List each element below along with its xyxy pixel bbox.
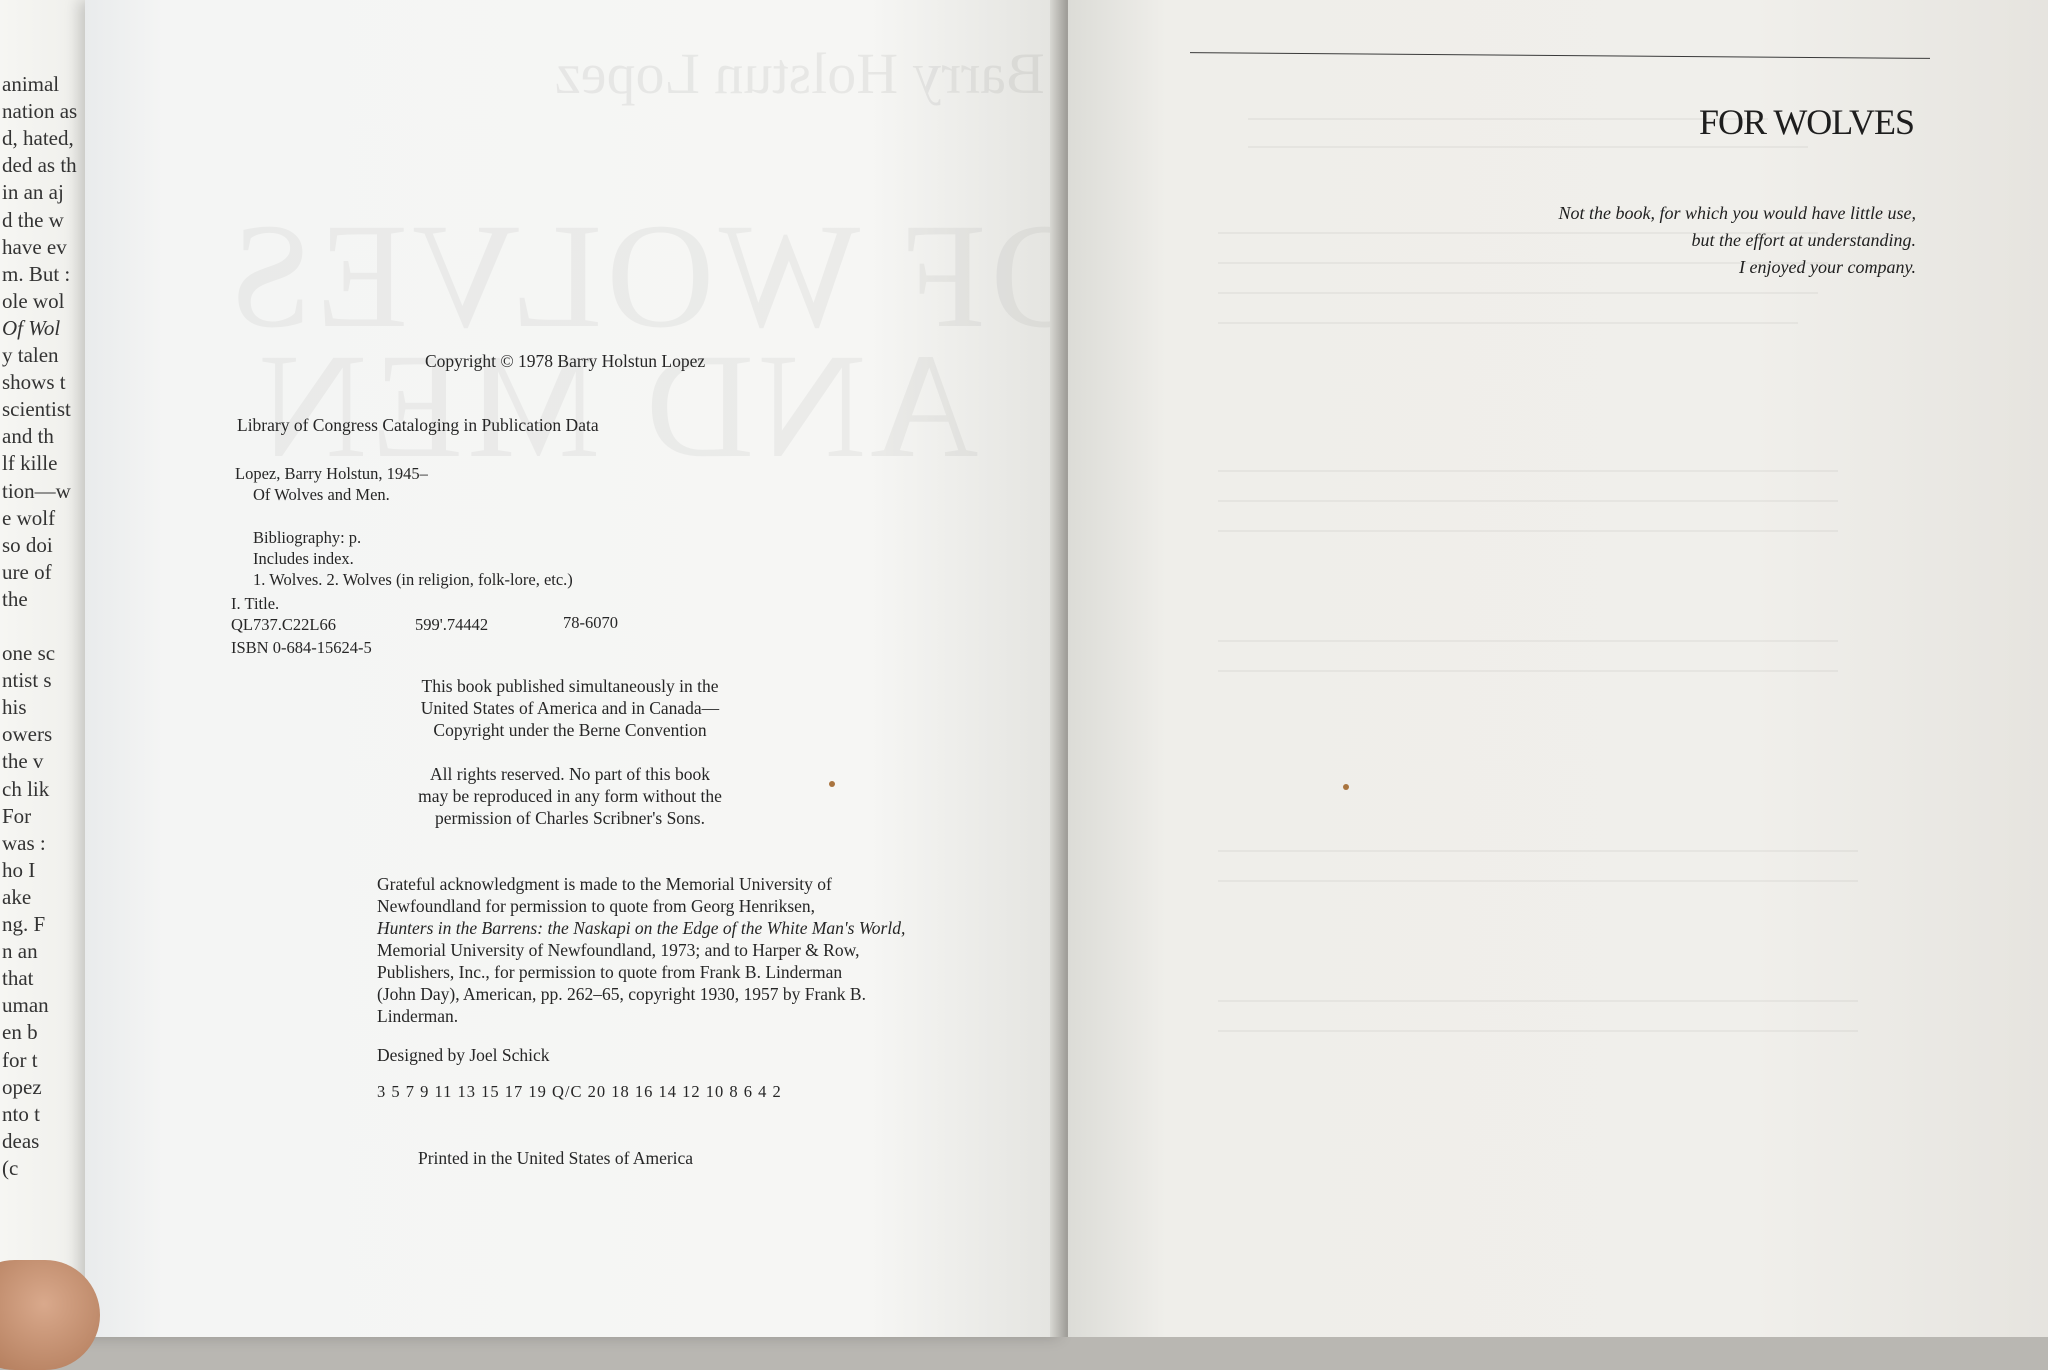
adjacent-page-line: and th — [2, 424, 54, 449]
show-through-line — [1248, 146, 1808, 148]
show-through-line — [1218, 640, 1838, 642]
printed-in: Printed in the United States of America — [418, 1148, 694, 1168]
show-through-line — [1218, 470, 1838, 472]
dedication-heading: FOR WOLVES — [1698, 102, 1914, 142]
adjacent-page-line: animal — [2, 72, 60, 96]
publication-notice — [410, 675, 730, 741]
adjacent-page-line: ch lik — [2, 776, 50, 801]
cip-lccn: 78-6070 — [563, 613, 618, 632]
copyright-line: Copyright © 1978 Barry Holstun Lopez — [425, 351, 706, 371]
adjacent-page-line: For — [2, 803, 32, 828]
adjacent-page-line: have ev — [2, 234, 67, 259]
cip-title: Of Wolves and Men. — [253, 485, 390, 504]
rights-line: All rights reserved. No part of this book — [430, 764, 710, 784]
adjacent-page-line: nation as — [2, 99, 78, 124]
adjacent-page-line: in an aj — [2, 180, 64, 205]
thumb — [0, 1260, 100, 1370]
show-through-line — [1218, 1030, 1858, 1032]
adjacent-page-line: for t — [2, 1047, 38, 1072]
ack-line: Linderman. — [377, 1006, 459, 1026]
adjacent-page-line: his — [2, 695, 27, 720]
adjacent-page-line: ntist s — [2, 668, 52, 693]
show-through-line — [1218, 500, 1838, 502]
cip-subjects: 1. Wolves. 2. Wolves (in religion, folk-lore, etc.) — [253, 570, 573, 589]
ack-line: Grateful acknowledgment is made to the Memorial University of — [377, 874, 832, 894]
adjacent-page-line: was : — [2, 830, 46, 855]
dedication-text — [1559, 200, 1916, 281]
adjacent-page-line: shows t — [2, 370, 66, 395]
ack-line: Publishers, Inc., for permission to quote from Frank B. Linderman — [377, 962, 843, 982]
adjacent-page-line: ure of — [2, 559, 52, 584]
show-through-line — [1218, 1000, 1858, 1002]
designer-credit: Designed by Joel Schick — [377, 1045, 550, 1065]
cip-index: Includes index. — [253, 549, 354, 568]
adjacent-page-line: scientist — [2, 397, 71, 422]
cip-dewey-number: 599'.74442 — [415, 615, 489, 634]
show-through-line — [1218, 880, 1858, 882]
adjacent-page-line: y talen — [2, 343, 59, 367]
show-through-line — [1218, 670, 1838, 672]
show-through-text: Barry Holstun Lopez — [555, 41, 1045, 106]
copyright-page — [85, 0, 1065, 1337]
dedication-line: I enjoyed your company. — [1739, 257, 1916, 277]
adjacent-page-line: ake — [2, 884, 32, 909]
adjacent-page-line: ng. F — [2, 912, 46, 936]
isbn: ISBN 0-684-15624-5 — [231, 638, 372, 657]
adjacent-page-line: the — [2, 586, 28, 611]
adjacent-page-line: that — [2, 966, 34, 991]
acknowledgment — [377, 873, 905, 1027]
adjacent-page-line: d, hated, — [2, 126, 74, 151]
ack-line: (John Day), American, pp. 262–65, copyright 1930, 1957 by Frank B. — [377, 984, 866, 1004]
adjacent-page-line: uman — [2, 993, 49, 1018]
rights-notice — [405, 763, 735, 829]
cip-class-number: QL737.C22L66 — [231, 615, 336, 634]
adjacent-page-line: nto t — [2, 1101, 40, 1126]
adjacent-page-line: m. But : — [2, 261, 71, 286]
adjacent-page-line: en b — [2, 1020, 38, 1045]
show-through-line — [1218, 530, 1838, 532]
adjacent-page-line: ole wol — [2, 288, 65, 313]
show-through-line — [1218, 292, 1818, 294]
dedication-line: Not the book, for which you would have little use, — [1558, 203, 1916, 223]
adjacent-page-line: ho I — [2, 857, 36, 882]
cip-bibliography: Bibliography: p. — [253, 528, 362, 547]
paper-speck — [1343, 784, 1349, 790]
adjacent-page-line: one sc — [2, 641, 56, 665]
show-through-line — [1248, 118, 1768, 120]
dedication-line: but the effort at understanding. — [1691, 230, 1916, 250]
printing-line: 3 5 7 9 11 13 15 17 19 Q/C 20 18 16 14 12 10 8 6 4 2 — [377, 1082, 782, 1101]
adjacent-page-line: Of Wol — [2, 315, 61, 340]
adjacent-page-line: the v — [2, 749, 44, 774]
adjacent-page-line: (c — [2, 1155, 19, 1180]
adjacent-page-line: deas — [2, 1128, 40, 1153]
cip-title-entry: I. Title. — [231, 594, 280, 613]
adjacent-page-line: owers — [2, 722, 53, 747]
adjacent-page-line: tion—w — [2, 478, 71, 503]
publication-line: This book published simultaneously in the — [421, 676, 719, 696]
cip-heading: Library of Congress Cataloging in Publication Data — [237, 415, 599, 435]
show-through-line — [1218, 322, 1798, 324]
publication-line: Copyright under the Berne Convention — [433, 720, 707, 740]
ack-line: Newfoundland for permission to quote from Georg Henriksen, — [377, 896, 816, 916]
paper-speck — [829, 781, 835, 787]
publication-line: United States of America and in Canada— — [420, 698, 720, 718]
adjacent-page-line: d the w — [2, 207, 64, 232]
adjacent-page-line: opez — [2, 1074, 42, 1099]
adjacent-page-line: lf kille — [2, 451, 58, 476]
show-through-line — [1218, 850, 1858, 852]
adjacent-page-line: ded as th — [2, 153, 77, 178]
rights-line: permission of Charles Scribner's Sons. — [434, 808, 705, 828]
ack-line: Memorial University of Newfoundland, 1973; and to Harper & Row, — [377, 940, 860, 960]
cip-author: Lopez, Barry Holstun, 1945– — [235, 464, 428, 483]
rights-line: may be reproduced in any form without the — [418, 786, 722, 806]
adjacent-page-line: n an — [2, 939, 38, 964]
adjacent-page-line: so doi — [2, 532, 53, 557]
ack-line: Hunters in the Barrens: the Naskapi on the Edge of the White Man's World, — [377, 918, 906, 938]
adjacent-page-line: e wolf — [2, 505, 56, 530]
